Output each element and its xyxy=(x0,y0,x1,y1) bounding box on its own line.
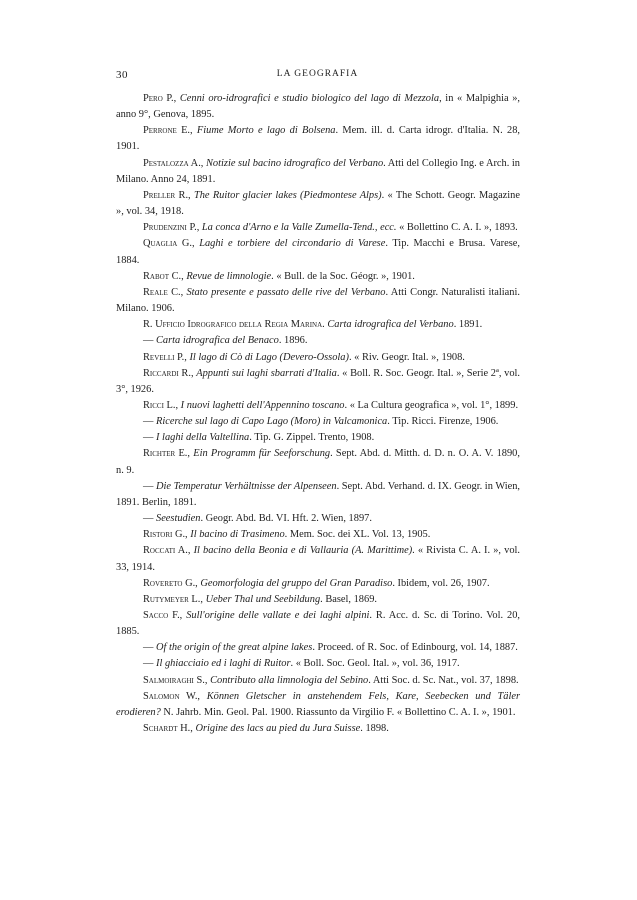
entry-title: Können Gletscher in anstehendem Fels, Kare, Seebecken und Täler erodieren? xyxy=(116,690,520,718)
entry-title: La conca d'Arno e la Valle Zumella-Tend., ecc. xyxy=(201,222,397,234)
entry-text: . Sept. Abd. d. Mitth. d. D. n. O. A. V. 1890, n. 9. xyxy=(116,448,520,476)
entry-title: Il lago di Cò di Lago (Devero-Ossola) xyxy=(189,351,349,363)
entry-title: I laghi della Valtellina xyxy=(156,432,250,444)
bibliography-entry xyxy=(116,511,520,527)
entry-text: R. xyxy=(143,319,156,331)
entry-title: Contributo alla limnologia del Sebino xyxy=(210,674,369,686)
bibliography-entry xyxy=(116,269,520,285)
entry-author: Pero P., xyxy=(143,93,180,104)
entry-title: Ricerche sul lago di Capo Lago (Moro) in Valcamonica xyxy=(156,416,388,428)
entry-author: Revelli P., xyxy=(143,351,190,363)
bibliography-entry xyxy=(116,430,520,446)
bibliography-entry xyxy=(116,608,520,640)
entry-text: . Ibidem, vol. 26, 1907. xyxy=(392,577,490,589)
entry-title: Il ghiacciaio ed i laghi di Ruitor xyxy=(156,658,291,670)
entry-title: Fiume Morto e lago di Bolsena xyxy=(196,125,336,137)
entry-title: Il bacino di Trasimeno xyxy=(190,529,285,541)
page-number: 30 xyxy=(116,69,128,81)
entry-title: Il bacino della Beonia e di Vallauria (A. Marittime) xyxy=(193,545,413,557)
entry-text: — xyxy=(143,658,156,670)
bibliography-entry xyxy=(116,317,520,333)
entry-text: . « La Cultura geografica », vol. 1°, 1899. xyxy=(344,399,519,411)
bibliography-entry xyxy=(116,333,520,349)
entry-text: . Atti del Collegio Ing. e Arch. in Milano. Anno 24, 1891. xyxy=(116,157,520,185)
entry-author: Rabot C., xyxy=(143,270,187,282)
entry-text: « Bollettino C. A. I. », 1893. xyxy=(396,222,518,234)
entry-title: Carta idrografica del Verbano xyxy=(327,319,454,331)
entry-author: Quaglia G., xyxy=(143,238,200,250)
entry-text: — xyxy=(143,642,156,654)
bibliography-entry xyxy=(116,398,520,414)
entry-text: . 1896. xyxy=(278,335,308,347)
bibliography-entry xyxy=(116,188,520,220)
bibliography-entry xyxy=(116,285,520,317)
entry-text: — xyxy=(143,513,156,525)
entry-title: Revue de limnologie xyxy=(186,270,272,282)
page-header xyxy=(116,69,519,85)
entry-text: — xyxy=(143,416,156,428)
entry-author: Salmoiraghi S., xyxy=(143,674,211,686)
bibliography-entry xyxy=(116,123,520,155)
entry-text: . 1891. xyxy=(453,319,483,331)
bibliography-entry xyxy=(116,640,520,656)
entry-title: The Ruitor glacier lakes (Piedmontese Alps) xyxy=(193,189,382,201)
entry-text: . « Boll. R. Soc. Geogr. Ital. », Serie 2ª, vol. 3°, 1926. xyxy=(116,367,521,395)
entry-author: Ristori G., xyxy=(143,529,191,541)
bibliography-entry xyxy=(116,446,520,478)
entry-text: . Tip. G. Zippel. Trento, 1908. xyxy=(249,432,375,444)
entry-text: , in « Malpighia », anno 9°, Genova, 1895. xyxy=(116,93,520,121)
entry-author: Perrone E., xyxy=(143,125,197,137)
entry-text: . Mem. Soc. dei XL. Vol. 13, 1905. xyxy=(284,529,431,541)
entry-title: Carta idrografica del Benaco xyxy=(156,335,279,347)
entry-title: Origine des lacs au pied du Jura Suisse xyxy=(195,723,361,735)
entry-text: . « Boll. Soc. Geol. Ital. », vol. 36, 1917. xyxy=(290,658,460,670)
entry-title: Sull'origine delle vallate e dei laghi alpini xyxy=(186,610,370,621)
entry-author: Reale C., xyxy=(143,286,187,298)
entry-text: — xyxy=(143,432,156,444)
bibliography-entry xyxy=(116,673,520,689)
entry-title: Notizie sul bacino idrografico del Verbano xyxy=(206,157,384,169)
bibliography-entry xyxy=(116,236,520,268)
entry-author: Preller R., xyxy=(143,189,194,201)
entry-title: Ein Programm für Seeforschung xyxy=(193,448,331,460)
entry-title: Ueber Thal und Seebildung xyxy=(205,593,321,605)
entry-title: Cenni oro-idrografici e studio biologico del lago di Mezzola xyxy=(179,93,440,104)
entry-title: Stato presente e passato delle rive del Verbano xyxy=(186,286,386,298)
bibliography-entry xyxy=(116,156,520,188)
entry-text: . Geogr. Abd. Bd. VI. Hft. 2. Wien, 1897. xyxy=(200,513,372,525)
entry-title: Laghi e torbiere del circondario di Varese xyxy=(199,238,386,250)
entry-text: . Tip. Macchi e Brusa. Varese, 1884. xyxy=(116,238,520,266)
entry-text: . Atti Soc. d. Sc. Nat., vol. 37, 1898. xyxy=(368,674,519,686)
entry-author: Rutymeyer L., xyxy=(143,593,206,605)
entry-title: Seestudien xyxy=(156,513,201,525)
entry-author: Pestalozza A., xyxy=(143,157,206,169)
entry-title: Appunti sui laghi sbarrati d'Italia xyxy=(196,367,337,379)
bibliography-entry xyxy=(116,350,520,366)
bibliography-entry xyxy=(116,91,520,123)
entry-author: Roccati A., xyxy=(143,545,194,557)
entry-author: Salomon W., xyxy=(143,690,207,702)
entry-author: Riccardi R., xyxy=(143,367,197,379)
entry-text: . Basel, 1869. xyxy=(320,593,377,605)
bibliography-entry xyxy=(116,721,520,737)
entry-text: . « Rivista C. A. I. », vol. 33, 1914. xyxy=(116,545,520,573)
entry-author: Ricci L., xyxy=(143,399,181,411)
entry-author: Prudenzini P., xyxy=(143,222,202,234)
bibliography-entry xyxy=(116,543,520,575)
bibliography-list xyxy=(116,91,520,737)
bibliography-entry xyxy=(116,366,520,398)
running-title: LA GEOGRAFIA xyxy=(276,69,359,79)
bibliography-entry xyxy=(116,592,520,608)
entry-text: — xyxy=(143,480,157,492)
entry-author: Schardt H., xyxy=(143,723,196,735)
entry-title: Die Temperatur Verhältnisse der Alpenseen xyxy=(156,480,337,492)
entry-text: . xyxy=(322,319,328,331)
bibliography-entry xyxy=(116,576,520,592)
entry-author: Ufficio Idrografico della Regia Marina xyxy=(155,319,323,331)
bibliography-entry xyxy=(116,414,520,430)
entry-title: Geomorfologia del gruppo del Gran Paradiso xyxy=(200,577,393,589)
entry-text: . R. Acc. d. Sc. di Torino. Vol. 20, 1885. xyxy=(116,610,520,638)
entry-title: Of the origin of the great alpine lakes xyxy=(156,642,313,654)
entry-text: . Mem. ill. d. Carta idrogr. d'Italia. N. 28, 1901. xyxy=(116,125,521,153)
entry-author: Sacco F., xyxy=(143,610,187,621)
entry-text: N. Jahrb. Min. Geol. Pal. 1900. Riassunto da Virgilio F. « Bollettino C. A. I. », 1901. xyxy=(160,706,516,718)
entry-text: . « Riv. Geogr. Ital. », 1908. xyxy=(348,351,465,363)
entry-text: . Proceed. of R. Soc. of Edinbourg, vol. 14, 1887. xyxy=(312,642,518,654)
entry-text: . « The Schott. Geogr. Magazine », vol. 34, 1918. xyxy=(116,189,520,218)
entry-text: . « Bull. de la Soc. Géogr. », 1901. xyxy=(271,270,415,282)
entry-author: Rovereto G., xyxy=(143,577,201,589)
entry-text: — xyxy=(143,335,156,347)
bibliography-entry xyxy=(116,220,520,236)
entry-title: I nuovi laghetti dell'Appennino toscano xyxy=(180,399,345,411)
entry-text: . Atti Congr. Naturalisti italiani. Milano. 1906. xyxy=(116,286,520,315)
bibliography-entry xyxy=(116,689,520,721)
entry-text: . Sept. Abd. Verhand. d. IX. Geogr. in Wien, 1891. Berlin, 1891. xyxy=(116,480,520,508)
bibliography-entry xyxy=(116,479,520,511)
entry-author: Richter E., xyxy=(143,448,194,460)
entry-text: . 1898. xyxy=(360,723,389,735)
bibliography-entry xyxy=(116,656,520,672)
bibliography-entry xyxy=(116,527,520,543)
entry-text: . Tip. Ricci. Firenze, 1906. xyxy=(387,416,499,428)
